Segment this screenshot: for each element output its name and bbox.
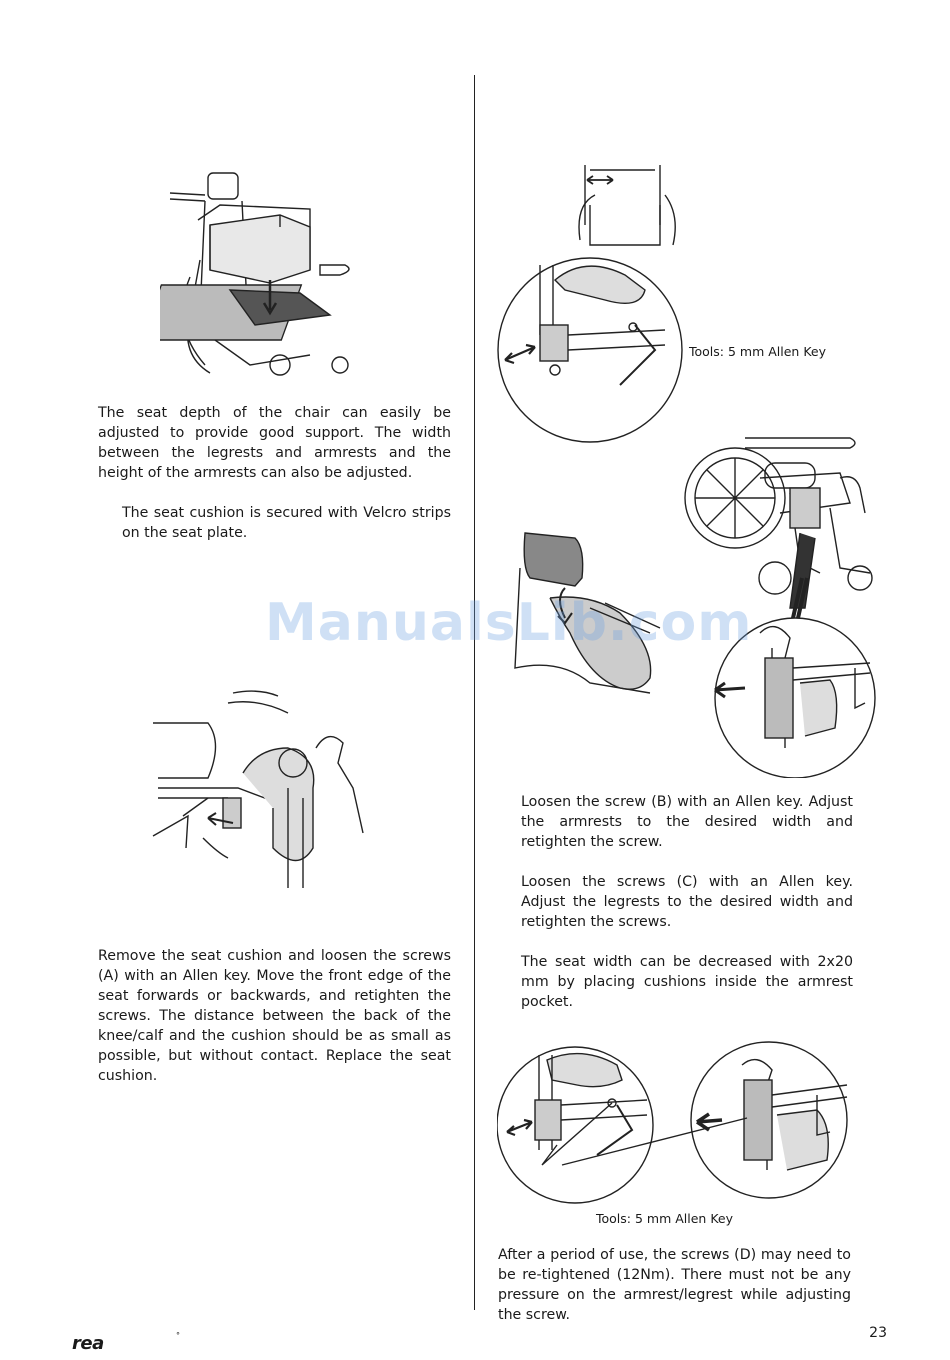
figure-screws-d bbox=[497, 1040, 877, 1210]
screws-d-paragraph: After a period of use, the screws (D) may need to be re-tightened (12Nm). There must not be any pressure on the armrest/legrest while adjusting the screw. bbox=[498, 1247, 851, 1323]
rea-logo: rea bbox=[72, 1333, 104, 1354]
seat-depth-paragraph: The seat depth of the chair can easily be adjusted to provide good support. The width between the legrests and armrests and the height of the armrests can also be adjusted. bbox=[98, 405, 451, 481]
velcro-paragraph: The seat cushion is secured with Velcro strips on the seat plate. bbox=[122, 505, 451, 541]
figure-armrest-screw-b bbox=[495, 165, 695, 445]
seat-width-paragraph: The seat width can be decreased with 2x20 mm by placing cushions inside the armrest pocket. bbox=[521, 954, 853, 1010]
seat-screw-a-paragraph: Remove the seat cushion and loosen the screws (A) with an Allen key. Move the front edge of the seat forwards or backwards, and retighten the screws. The distance between the back of the knee/calf and the cushion should be as small as possible, but without contact. Replace the seat cushion. bbox=[98, 948, 451, 1084]
page-number: 23 bbox=[869, 1325, 887, 1341]
tools-caption-screws-d: Tools: 5 mm Allen Key bbox=[596, 1211, 733, 1226]
tools-caption-armrest: Tools: 5 mm Allen Key bbox=[689, 344, 826, 359]
armrest-screw-b-paragraph: Loosen the screw (B) with an Allen key. Adjust the armrests to the desired width and retighten the screw. bbox=[521, 794, 853, 850]
column-divider bbox=[474, 75, 475, 1310]
legrest-screw-c-paragraph: Loosen the screws (C) with an Allen key. Adjust the legrests to the desired width and retighten the screws. bbox=[521, 874, 853, 930]
manualslib-watermark: ManualsLib.com bbox=[265, 593, 753, 653]
rea-logo-mark: ° bbox=[176, 1331, 180, 1340]
figure-seat-cushion bbox=[160, 165, 360, 380]
figure-seat-depth-screw bbox=[148, 688, 368, 888]
